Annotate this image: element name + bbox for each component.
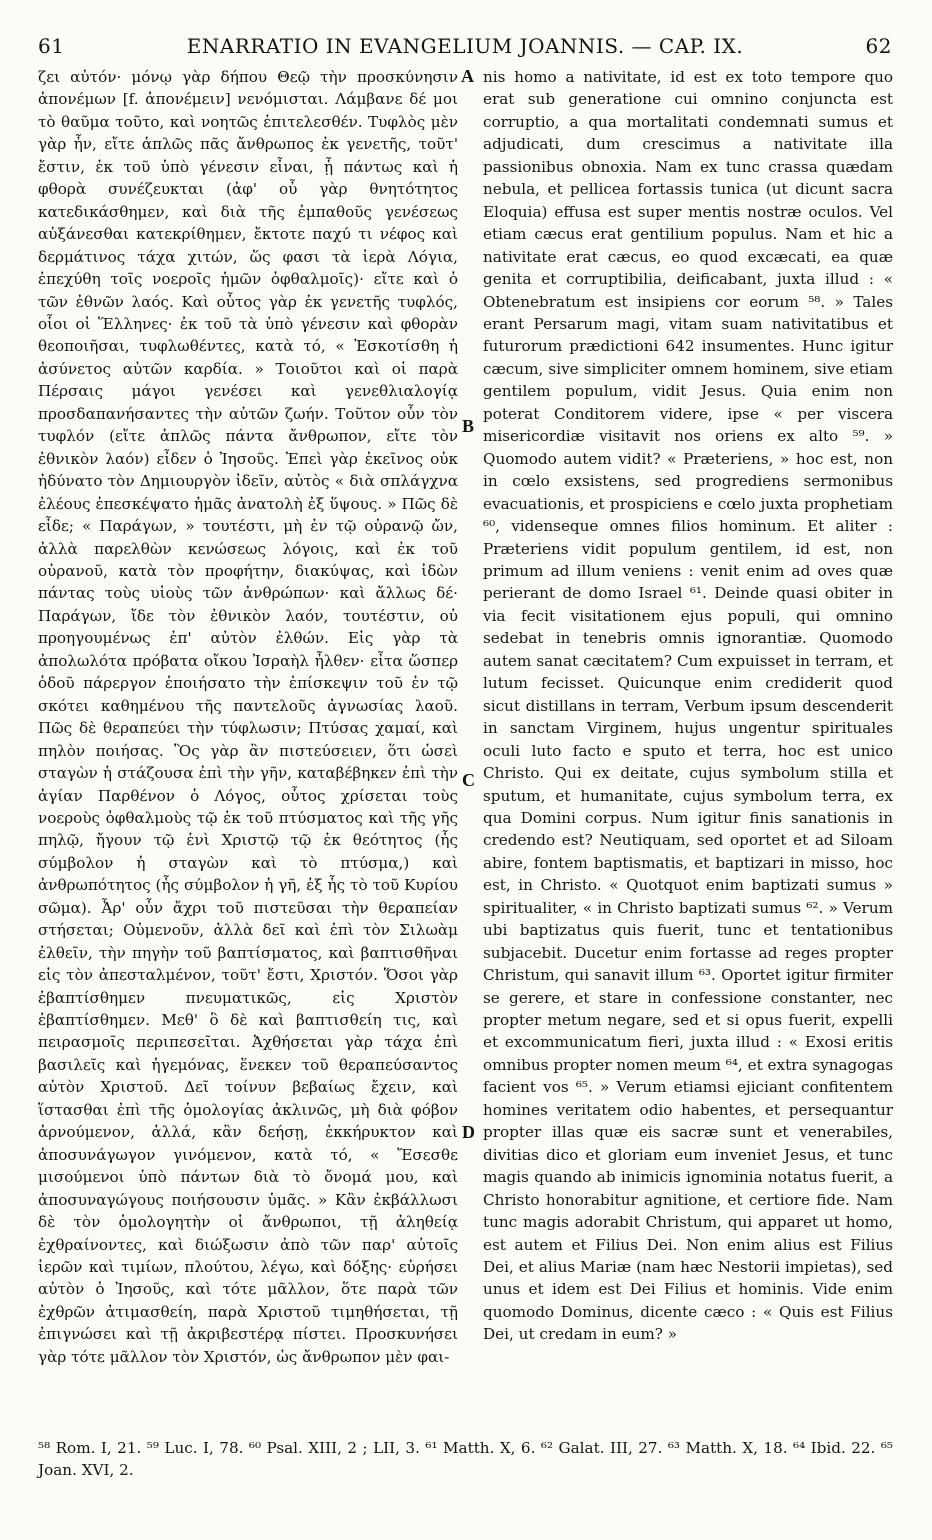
running-title: ENARRATIO IN EVANGELIUM JOANNIS. — CAP. IX.	[186, 34, 744, 58]
margin-letter-c: C	[462, 770, 475, 790]
page-header	[38, 34, 892, 62]
latin-column	[483, 66, 893, 1346]
margin-letter-a: A	[461, 66, 474, 86]
page-number-right: 62	[865, 34, 892, 58]
greek-text: ζει αὐτόν· μόνῳ γὰρ δήπου Θεῷ τὴν προσκύνησιν ἀπονέμων [f. ἀπονέμειν] νενόμισται. Λάμβανε δέ μοι τὸ θαῦμα τοῦτο, καὶ νοητῶς ἐπιτελεσθέν. Τυφλὸς μὲν γὰρ ἦν, εἴτε ἁπλῶς πᾶς ἄνθρωπος ἐκ γενετῆς, τοῦτ' ἔστιν, ἐκ τοῦ ὑπὸ γένεσιν εἶναι, ᾗ πάντως καὶ ἡ φθορὰ συνέζευκται (ἀφ' οὗ γὰρ θνητότητος κατεδικάσθημεν, καὶ διὰ τῆς ἐμπαθοῦς γενέσεως αὐξάνεσθαι κατεκρίθημεν, ἔκτοτε παχύ τι νέφος καὶ δερμάτινος τάχα χιτών, ὥς φασι τὰ ἱερὰ Λόγια, ἐπεχύθη τοῖς νοεροῖς ἡμῶν ὀφθαλμοῖς)· εἴτε καὶ ὁ τῶν ἐθνῶν λαός. Καὶ οὗτος γὰρ ἐκ γενετῆς τυφλός, οἷοι οἱ Ἕλληνες· ἐκ τοῦ τὰ ὑπὸ γένεσιν καὶ φθορὰν θεοποιῆσαι, τυφλωθέντες, κατὰ τό, « Ἐσκοτίσθη ἡ ἀσύνετος αὐτῶν καρδία. » Τοιοῦτοι καὶ οἱ παρὰ Πέρσαις μάγοι γενέσει καὶ γενεθλιαλογίᾳ προσδαπανήσαντες τὴν αὐτῶν ζωήν. Τοῦτον οὖν τὸν τυφλόν (εἴτε ἁπλῶς πάντα ἄνθρωπον, εἴτε τὸν ἐθνικὸν λαόν) εἶδεν ὁ Ἰησοῦς. Ἐπεὶ γὰρ ἐκεῖνος οὐκ ἠδύνατο τὸν Δημιουργὸν ἰδεῖν, αὐτὸς « διὰ σπλάγχνα ἐλέους ἐπεσκέψατο ἡμᾶς ἀνατολὴ ἐξ ὕψους. » Πῶς δὲ εἶδε; « Παράγων, » τουτέστι, μὴ ἐν τῷ οὐρανῷ ὤν, ἀλλὰ παρελθὼν κενώσεως λόγοις, καὶ ἐκ τοῦ οὐρανοῦ, κατὰ τὸν προφήτην, διακύψας, καὶ ἰδὼν πάντας τοὺς υἱοὺς τῶν ἀνθρώπων· καὶ ἄλλως δέ· Παράγων, ἴδε τὸν ἐθνικὸν λαόν, τουτέστιν, οὐ προηγουμένως ἐπ' αὐτὸν ἐλθών. Εἰς γὰρ τὰ ἀπολωλότα πρόβατα οἴκου Ἰσραὴλ ἦλθεν· εἶτα ὥσπερ ὁδοῦ πάρεργον ἐποιήσατο τὴν ἐπίσκεψιν τοῦ ἐν τῷ σκότει καθημένου τῆς παντελοῦς ἀγνωσίας λαοῦ. Πῶς δὲ θεραπεύει τὴν τύφλωσιν; Πτύσας χαμαί, καὶ πηλὸν ποιήσας. Ὃς γὰρ ἂν πιστεύσειεν, ὅτι ὡσεὶ σταγὼν ἡ στάζουσα ἐπὶ τὴν γῆν, καταβέβηκεν ἐπὶ τὴν ἁγίαν Παρθένον ὁ Λόγος, οὗτος χρίσεται τοὺς νοεροὺς ὀφθαλμοὺς τῷ ἐκ τοῦ πτύσματος καὶ τῆς γῆς πηλῷ, ἤγουν τῷ ἑνὶ Χριστῷ τῷ ἐκ θεότητος (ἧς σύμβολον ἡ σταγὼν καὶ τὸ πτύσμα,) καὶ ἀνθρωπότητος (ἧς σύμβολον ἡ γῆ, ἐξ ἧς τὸ τοῦ Κυρίου σῶμα). Ἆρ' οὖν ἄχρι τοῦ πιστεῦσαι τὴν θεραπείαν στήσεται; Οὐμενοῦν, ἀλλὰ δεῖ καὶ ἐπὶ τὸν Σιλωὰμ ἐλθεῖν, τὴν πηγὴν τοῦ βαπτίσματος, καὶ βαπτισθῆναι εἰς τὸν ἀπεσταλμένον, τοῦτ' ἔστι, Χριστόν. Ὅσοι γὰρ ἐβαπτίσθημεν πνευματικῶς, εἰς Χριστὸν ἐβαπτίσθημεν. Μεθ' ὃ δὲ καὶ βαπτισθείη τις, καὶ πειρασμοῖς περιπεσεῖται. Ἀχθήσεται γὰρ τάχα ἐπὶ βασιλεῖς καὶ ἡγεμόνας, ἕνεκεν τοῦ θεραπεύσαντος αὐτὸν Χριστοῦ. Δεῖ τοίνυν βεβαίως ἔχειν, καὶ ἵστασθαι ἐπὶ τῆς ὁμολογίας ἀκλινῶς, μὴ διὰ φόβον ἀρνούμενον, ἀλλά, κἂν δεήσῃ, ἐκκήρυκτον καὶ ἀποσυνάγωγον γινόμενον, κατὰ τό, « Ἔσεσθε μισούμενοι ὑπὸ πάντων διὰ τὸ ὄνομά μου, καὶ ἀποσυναγώγους ποιήσουσιν ὑμᾶς. » Κἂν ἐκβάλλωσι δὲ τὸν ὁμολογητὴν οἱ ἄνθρωποι, τῇ ἀληθείᾳ ἐχθραίνοντες, καὶ διώξωσιν ἀπὸ τῶν παρ' αὐτοῖς ἱερῶν καὶ τιμίων, πλούτου, λέγω, καὶ δόξης· εὑρήσει αὐτὸν ὁ Ἰησοῦς, καὶ τότε μᾶλλον, ὅτε παρὰ τῶν ἐχθρῶν ἀτιμασθείη, παρὰ Χριστοῦ τιμηθήσεται, τῇ ἐπιγνώσει καὶ τῇ ἀκριβεστέρᾳ πίστει. Προσκυνήσει γὰρ τότε μᾶλλον τὸν Χριστόν, ὡς ἄνθρωπον μὲν φαι-	[38, 68, 458, 1366]
margin-letter-b: B	[462, 416, 475, 436]
greek-column	[38, 66, 458, 1368]
margin-letter-d: D	[462, 1122, 475, 1142]
footnotes: ⁵⁸ Rom. I, 21. ⁵⁹ Luc. I, 78. ⁶⁰ Psal. XIII, 2 ; LII, 3. ⁶¹ Matth. X, 6. ⁶² Galat. III, 27. ⁶³ Matth. X, 18. ⁶⁴ Ibid. 22. ⁶⁵ Joan. XVI, 2.	[38, 1439, 893, 1479]
latin-text: nis homo a nativitate, id est ex toto tempore quo erat sub generatione cui omnino conjuncta est corruptio, a qua mortalitati condemnati sumus et adjudicati, dum crescimus a nativitate illa passionibus obnoxia. Nam ex tunc crassa quædam nebula, et pellicea fortassis tunica (ut dicunt sacra Eloquia) effusa est super mentis nostræ oculos. Vel etiam cæcus erat gentilium populus. Nam et hic a nativitate erat cæcus, eo quod excæcati, ea quæ genita et corruptibilia, deificabant, juxta illud : « Obtenebratum est insipiens cor eorum ⁵⁸. » Tales erant Persarum magi, vitam suam nativitatibus et futurorum prædictioni 642 insumentes. Hunc igitur cæcum, sive simpliciter omnem hominem, sive etiam gentilem populum, vidit Jesus. Quia enim non poterat Conditorem videre, ipse « per viscera misericordiæ visitavit nos oriens ex alto ⁵⁹. » Quomodo autem vidit? « Præteriens, » hoc est, non in cœlo exsistens, sed progrediens sermonibus evacuationis, et prospiciens e cœlo juxta prophetiam ⁶⁰, videnseque omnes filios hominum. Et aliter : Præteriens vidit populum gentilem, id est, non primum ad illum veniens : venit enim ad oves quæ perierant de domo Israel ⁶¹. Deinde quasi obiter in via fecit visitationem ejus populi, qui omnino sedebat in tenebris omnis ignorantiæ. Quomodo autem sanat cæcitatem? Cum expuisset in terram, et lutum fecisset. Quicunque enim crediderit quod sicut distillans in terram, Verbum ipsum descenderit in sanctam Virginem, hujus ungentur spirituales oculi luto facto e sputo et terra, hoc est unico Christo. Qui ex deitate, cujus symbolum stilla et sputum, et humanitate, cujus symbolum terra, ex qua Domini corpus. Num igitur finis sanationis in credendo est? Neutiquam, sed oportet et ad Siloam abire, fontem baptismatis, et baptizari in misso, hoc est, in Christo. « Quotquot enim baptizati sumus » spiritualiter, « in Christo baptizati sumus ⁶². » Verum ubi baptizatus quis fuerit, tunc et tentationibus subjacebit. Ducetur enim fortasse ad reges propter Christum, qui sanavit illum ⁶³. Oportet igitur firmiter se gerere, et stare in confessione constanter, nec propter metum negare, sed et si opus fuerit, expelli et excommunicatum fieri, juxta illud : « Exosi eritis omnibus propter nomen meum ⁶⁴, et extra synagogas facient vos ⁶⁵. » Verum etiamsi ejiciant confitentem homines veritatem odio habentes, et persequantur propter illas quæ eis sacræ sunt et venerabiles, divitias dico et gloriam eum inveniet Jesus, et tunc magis quando ab inimicis ignominia notatus fuerit, a Christo honorabitur agnitione, et certiore fide. Nam tunc magis adorabit Christum, qui apparet ut homo, est autem et Filius Dei. Non enim alius est Filius Dei, et alius Mariæ (nam hæc Nestorii impietas), sed unus et idem est Dei Filius et hominis. Vide enim quomodo Dominus, dicente cæco : « Quis est Filius Dei, ut credam in eum? »	[483, 68, 893, 1344]
page-number-left: 61	[38, 34, 65, 58]
